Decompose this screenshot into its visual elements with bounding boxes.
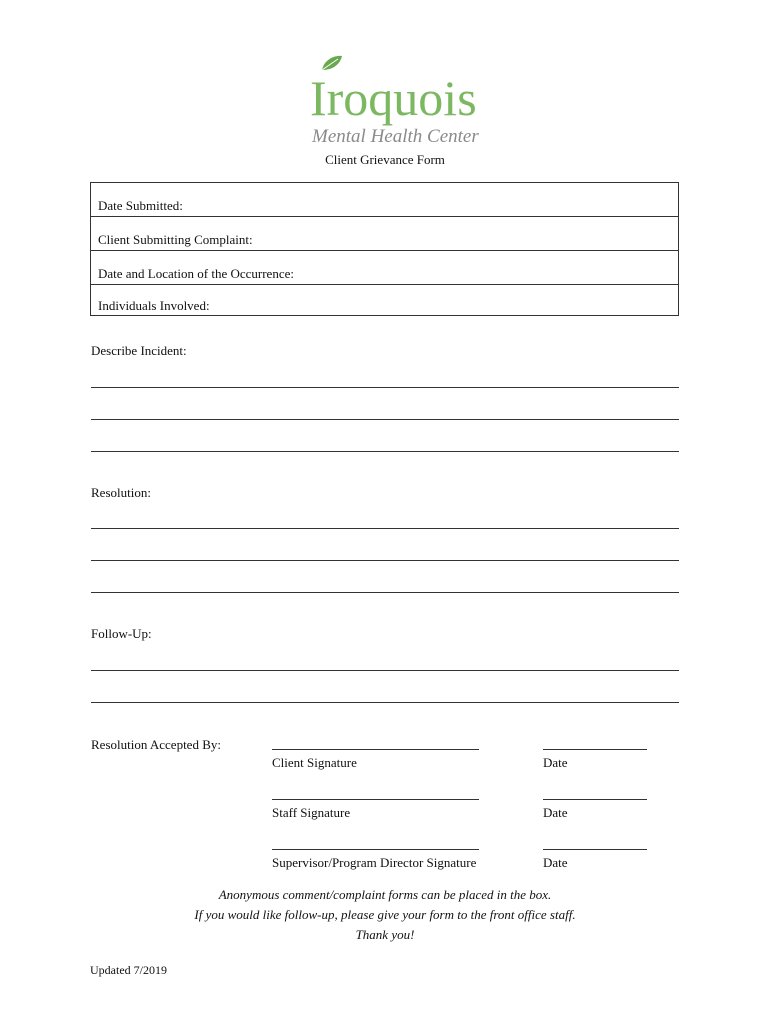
- date-submitted-field[interactable]: [91, 183, 678, 217]
- occurrence-label: Date and Location of the Occurrence:: [98, 266, 294, 281]
- form-title: Client Grievance Form: [325, 152, 445, 167]
- supervisor-signature-line[interactable]: [272, 849, 479, 850]
- resolution-label: Resolution:: [91, 485, 151, 500]
- describe-incident-label: Describe Incident:: [91, 343, 187, 358]
- anonymous-note: Anonymous comment/complaint forms can be placed in the box.: [218, 887, 552, 902]
- staff-signature-label: Staff Signature: [272, 805, 351, 820]
- client-complaint-label: Client Submitting Complaint:: [98, 232, 253, 247]
- updated-date: Updated 7/2019: [90, 963, 167, 977]
- follow-up-note: If you would like follow-up, please give your form to the front office staff.: [194, 907, 576, 922]
- staff-date-label: Date: [543, 805, 568, 820]
- staff-date-line[interactable]: [543, 799, 647, 800]
- client-date-label: Date: [543, 755, 568, 770]
- thank-you-note: Thank you!: [355, 927, 415, 942]
- staff-signature-line[interactable]: [272, 799, 479, 800]
- logo-name: Iroquois: [310, 70, 477, 126]
- client-date-line[interactable]: [543, 749, 647, 750]
- resolution-line[interactable]: [91, 528, 679, 529]
- supervisor-date-line[interactable]: [543, 849, 647, 850]
- client-signature-line[interactable]: [272, 749, 479, 750]
- date-submitted-label: Date Submitted:: [98, 198, 183, 213]
- describe-line[interactable]: [91, 451, 679, 452]
- resolution-accepted-label: Resolution Accepted By:: [91, 737, 221, 752]
- individuals-field[interactable]: [91, 284, 678, 316]
- describe-line[interactable]: [91, 419, 679, 420]
- follow-up-line[interactable]: [91, 702, 679, 703]
- client-signature-label: Client Signature: [272, 755, 357, 770]
- client-info-table: [90, 182, 679, 316]
- logo-tagline: Mental Health Center: [312, 126, 479, 147]
- supervisor-date-label: Date: [543, 855, 568, 870]
- describe-line[interactable]: [91, 387, 679, 388]
- occurrence-field[interactable]: [91, 251, 678, 285]
- resolution-line[interactable]: [91, 560, 679, 561]
- individuals-label: Individuals Involved:: [98, 298, 210, 313]
- resolution-line[interactable]: [91, 592, 679, 593]
- client-complaint-field[interactable]: [91, 217, 678, 251]
- follow-up-label: Follow-Up:: [91, 626, 152, 641]
- supervisor-signature-label: Supervisor/Program Director Signature: [272, 855, 477, 870]
- follow-up-line[interactable]: [91, 670, 679, 671]
- iroquois-logo: [300, 52, 490, 148]
